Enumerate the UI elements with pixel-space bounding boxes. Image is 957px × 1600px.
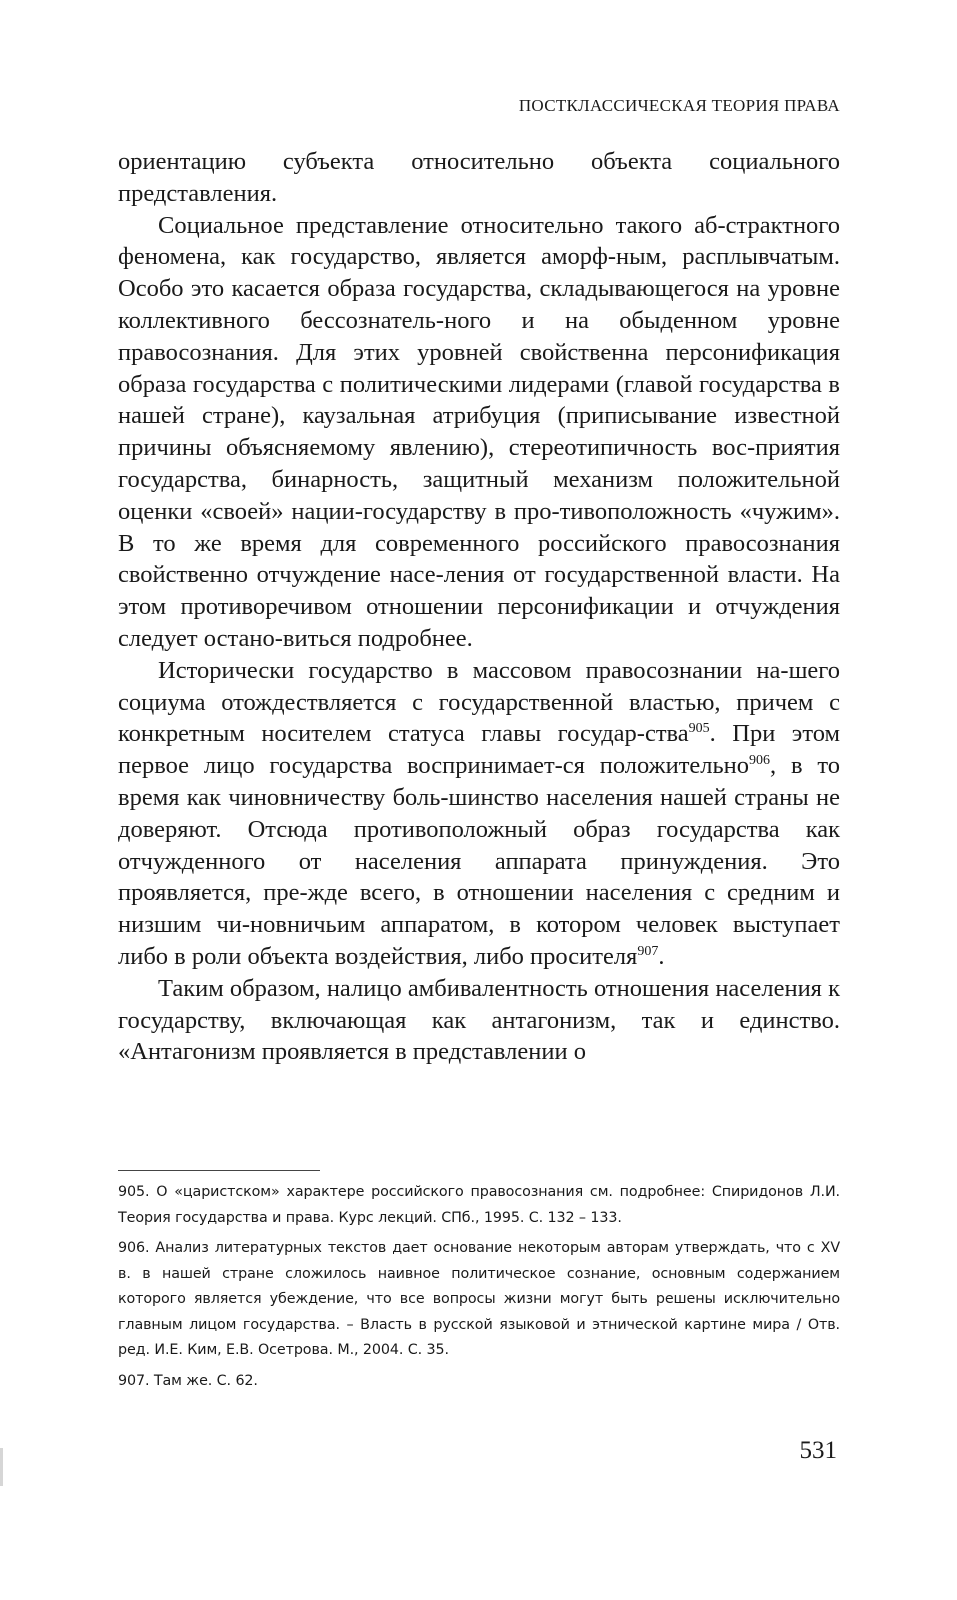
paragraph: Социальное представление относительно такого аб-страктного феномена, как государство, является аморф-ным, расплывчатым. Особо это касается образа государства, складывающегося на уровне коллективного бессознатель-ного и на обыденном уровне правосознания. Для этих уровней свойственна персонификация образа государства с политическими лидерами (главой государства в нашей стране), каузальная атрибуция (приписывание известной причины объясняемому явлению), стереотипичность вос-приятия государства, бинарность, защитный механизм положительной оценки «своей» нации-государству в про-тивоположность «чужим». В то же время для современного российского правосознания свойственно отчуждение насе-ления от государственной власти. На этом противоречивом отношении персонификации и отчуждения следует остано-виться подробнее. (118, 211, 840, 652)
footnotes (118, 1180, 840, 1399)
footnote-divider (118, 1170, 320, 1171)
running-header: ПОСТКЛАССИЧЕСКАЯ ТЕОРИЯ ПРАВА (518, 96, 840, 115)
paragraph-text: . (658, 942, 665, 970)
page-number: 531 (799, 1437, 837, 1464)
paragraph: ориентацию субъекта относительно объекта социального представления. (118, 148, 840, 207)
paragraph-text: . При этом первое лицо государства воспринимает-ся положительно (118, 720, 840, 780)
scan-edge-mark (0, 1448, 3, 1486)
paragraph-text: , в то время как чиновничеству боль-шинство населения нашей страны не доверяют. Отсюда противоположный образ государства как отчужденного от населения аппарата принуждения. Это проявляется, пре-жде всего, в отношении населения с средним и низшим чи-новничьим аппаратом, в котором человек выступает либо в роли объекта воздействия, либо просителя (118, 752, 840, 970)
paragraph: Таким образом, налицо амбивалентность отношения населения к государству, включающая как антагонизм, так и единство. «Антагонизм проявляется в представлении о (118, 974, 840, 1066)
footnote-ref: 906 (749, 753, 771, 769)
paragraph-text: Исторически государство в массовом правосознании на-шего социума отождествляется с государственной властью, причем с конкретным носителем статуса главы государ-ства (118, 656, 840, 748)
footnote-ref: 907 (637, 943, 659, 959)
footnote: 907. Там же. С. 62. (118, 1372, 258, 1389)
main-text (118, 146, 840, 1068)
footnote-ref: 905 (688, 721, 710, 737)
footnote: 906. Анализ литературных текстов дает основание некоторым авторам утверждать, что с XV в. в нашей стране сложилось наивное политическое сознание, основным содержанием которого является убеждение, что все вопросы жизни могут быть решены исключительно главным лицом государства. – Власть в русской языковой и этнической картине мира / Отв. ред. И.Е. Ким, Е.В. Осетрова. М., 2004. С. 35. (118, 1240, 840, 1358)
footnote: 905. О «царистском» характере российского правосознания см. подробнее: Спиридонов Л.И. Теория государства и права. Курс лекций. СПб., 1995. С. 132 – 133. (118, 1184, 840, 1226)
paragraph (118, 655, 840, 973)
